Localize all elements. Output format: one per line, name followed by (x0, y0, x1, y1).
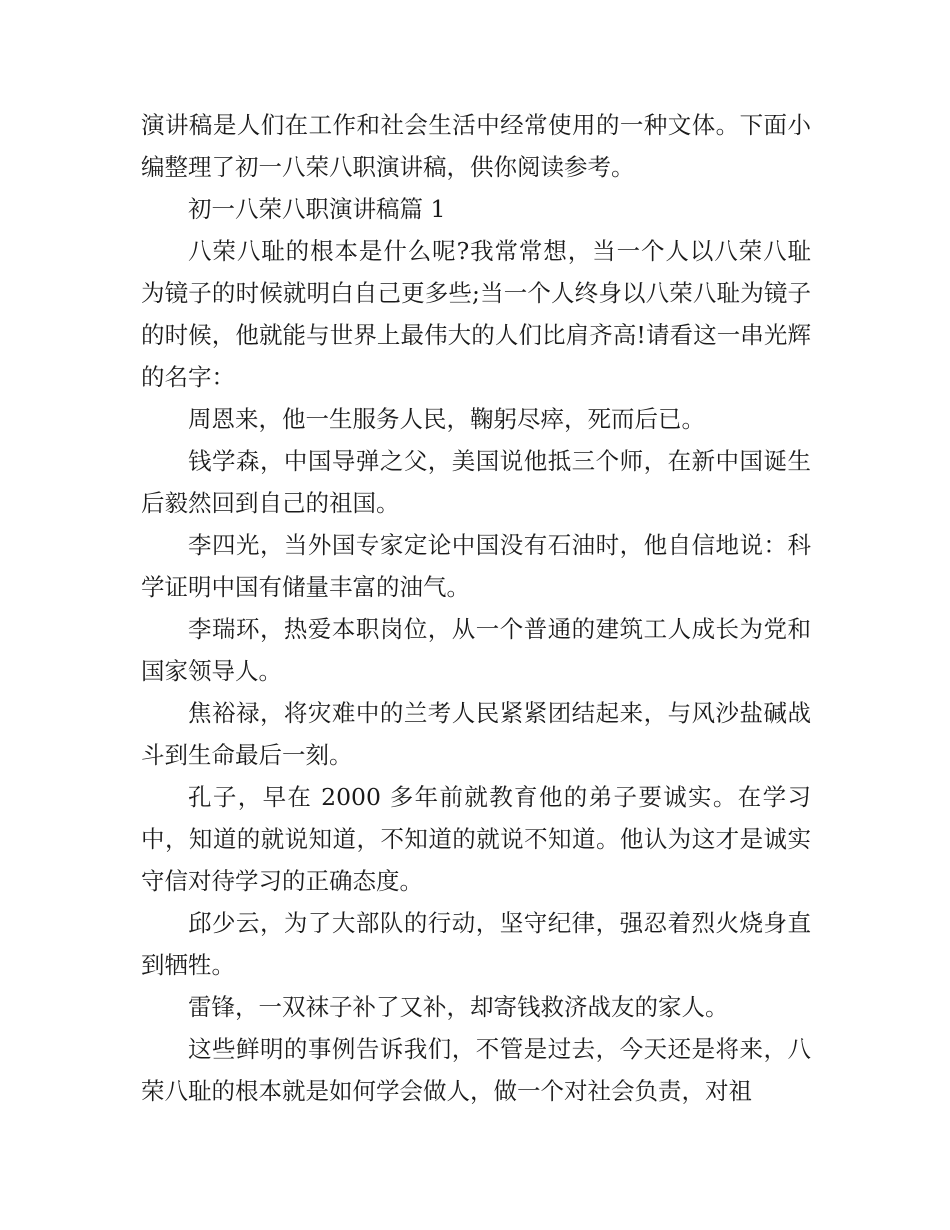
intro-paragraph: 演讲稿是人们在工作和社会生活中经常使用的一种文体。下面小编整理了初一八荣八职演讲稿，供你阅读参考。 (141, 111, 811, 181)
paragraph-8: 邱少云，为了大部队的行动，坚守纪律，强忍着烈火烧身直到牺牲。 (141, 909, 811, 979)
paragraph-2: 周恩来，他一生服务人民，鞠躬尽瘁，死而后已。 (188, 405, 705, 433)
document-body (141, 104, 811, 1112)
paragraph-7: 孔子，早在 2000 多年前就教育他的弟子要诚实。在学习中，知道的就说知道，不知道的就说不知道。他认为这才是诚实守信对待学习的正确态度。 (141, 783, 811, 895)
paragraph-9: 雷锋，一双袜子补了又补，却寄钱救济战友的家人。 (188, 993, 729, 1021)
paragraph-1: 八荣八耻的根本是什么呢?我常常想，当一个人以八荣八耻为镜子的时候就明白自己更多些;当一个人终身以八荣八耻为镜子的时候，他就能与世界上最伟大的人们比肩齐高!请看这一串光辉的名字： (141, 237, 811, 391)
paragraph-5: 李瑞环，热爱本职岗位，从一个普通的建筑工人成长为党和国家领导人。 (141, 615, 811, 685)
paragraph-10: 这些鲜明的事例告诉我们，不管是过去，今天还是将来，八荣八耻的根本就是如何学会做人，做一个对社会负责，对祖 (141, 1035, 811, 1105)
section-title: 初一八荣八职演讲稿篇 1 (188, 195, 446, 223)
paragraph-6: 焦裕禄，将灾难中的兰考人民紧紧团结起来，与风沙盐碱战斗到生命最后一刻。 (141, 699, 811, 769)
paragraph-4: 李四光，当外国专家定论中国没有石油时，他自信地说：科学证明中国有储量丰富的油气。 (141, 531, 811, 601)
paragraph-3: 钱学森，中国导弹之父，美国说他抵三个师，在新中国诞生后毅然回到自己的祖国。 (141, 447, 811, 517)
